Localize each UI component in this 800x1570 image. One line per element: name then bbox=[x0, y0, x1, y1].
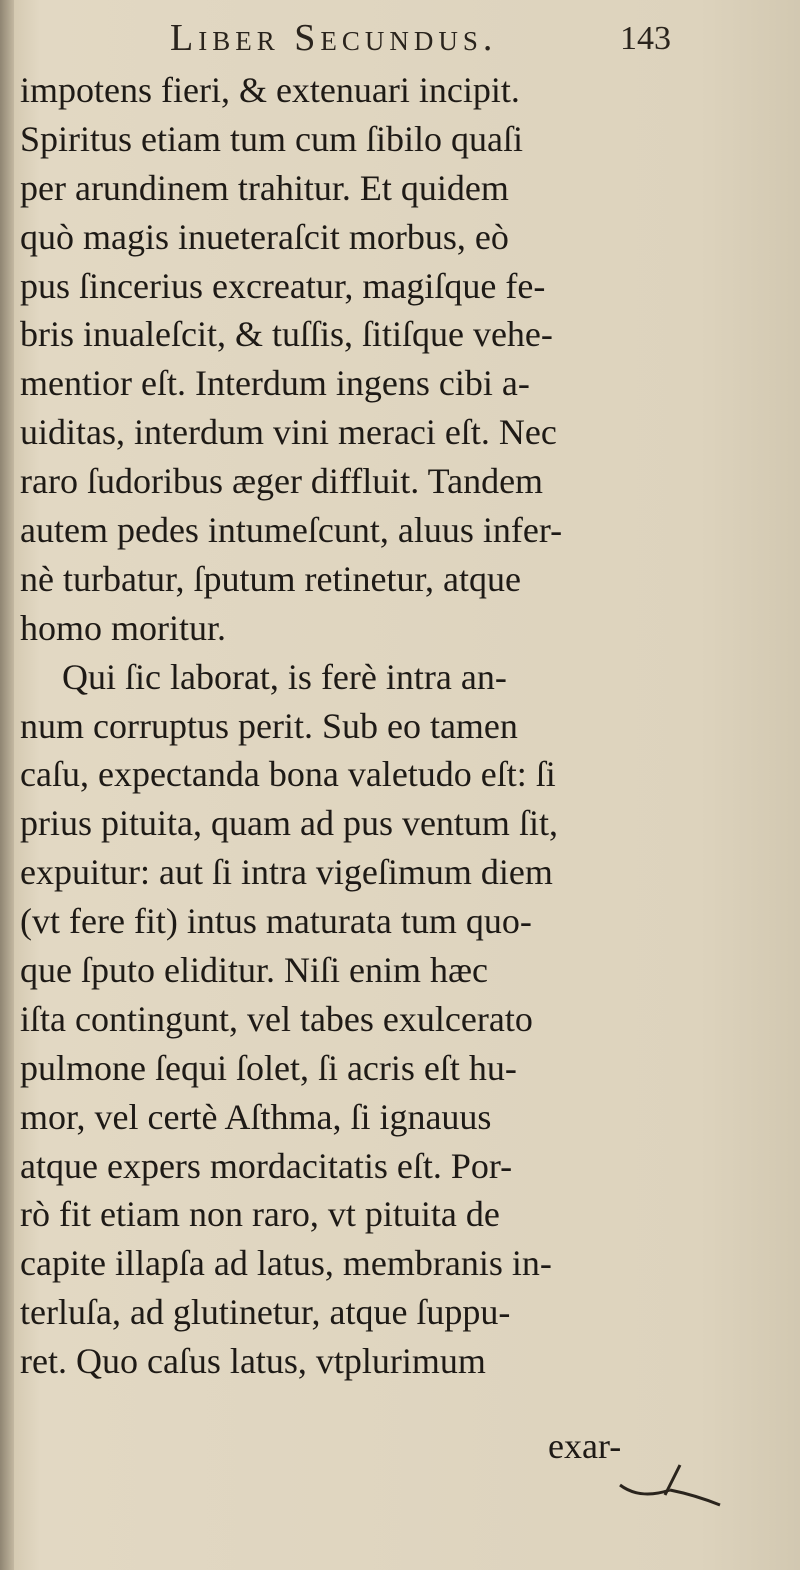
running-head: Liber Secundus. bbox=[170, 17, 498, 59]
text-line: mor, vel certè Aſthma, ſi ignauus bbox=[20, 1096, 492, 1137]
text-line: rò fit etiam non raro, vt pituita de bbox=[20, 1194, 500, 1235]
text-line: expuitur: aut ſi intra vigeſimum diem bbox=[20, 852, 553, 893]
text-line: caſu, expectanda bona valetudo eſt: ſi bbox=[20, 754, 556, 795]
ink-mark-icon bbox=[610, 1460, 730, 1530]
text-line: num corruptus perit. Sub eo tamen bbox=[20, 705, 518, 746]
text-line: iſta contingunt, vel tabes exulcerato bbox=[20, 998, 533, 1039]
text-line: atque expers mordacitatis eſt. Por- bbox=[20, 1145, 513, 1186]
text-line: pus ſincerius excreatur, magiſque fe- bbox=[20, 265, 546, 306]
body-text bbox=[20, 66, 720, 1386]
text-line: (vt fere fit) intus maturata tum quo- bbox=[20, 901, 532, 942]
text-line: prius pituita, quam ad pus ventum ſit, bbox=[20, 803, 558, 844]
binding-gutter bbox=[0, 0, 14, 1570]
page-header bbox=[170, 16, 730, 66]
text-line: autem pedes intumeſcunt, aluus infer- bbox=[20, 510, 563, 551]
text-line: homo moritur. bbox=[20, 607, 226, 648]
text-line: pulmone ſequi ſolet, ſi acris eſt hu- bbox=[20, 1047, 517, 1088]
page-number: 143 bbox=[620, 20, 671, 57]
text-line: uiditas, interdum vini meraci eſt. Nec bbox=[20, 412, 557, 453]
text-line: Spiritus etiam tum cum ſibilo quaſi bbox=[20, 118, 523, 159]
text-line: raro ſudoribus æger diffluit. Tandem bbox=[20, 461, 544, 502]
text-line: que ſputo eliditur. Niſi enim hæc bbox=[20, 950, 488, 991]
text-line: quò magis inueteraſcit morbus, eò bbox=[20, 216, 509, 257]
text-line: impotens fieri, & extenuari incipit. bbox=[20, 70, 520, 110]
text-line: mentior eſt. Interdum ingens cibi a- bbox=[20, 363, 530, 404]
text-line: per arundinem trahitur. Et quidem bbox=[20, 167, 509, 208]
text-line: capite illapſa ad latus, membranis in- bbox=[20, 1243, 552, 1284]
catchword: exar- bbox=[548, 1426, 622, 1466]
text-line: bris inualeſcit, & tuſſis, ſitiſque vehe- bbox=[20, 314, 553, 355]
text-line: nè turbatur, ſputum retinetur, atque bbox=[20, 558, 521, 599]
text-line: ret. Quo caſus latus, vtplurimum bbox=[20, 1341, 486, 1382]
paragraph-first-line: Qui ſic laborat, is ferè intra an- bbox=[62, 656, 507, 697]
text-line: terluſa, ad glutinetur, atque ſuppu- bbox=[20, 1292, 511, 1333]
